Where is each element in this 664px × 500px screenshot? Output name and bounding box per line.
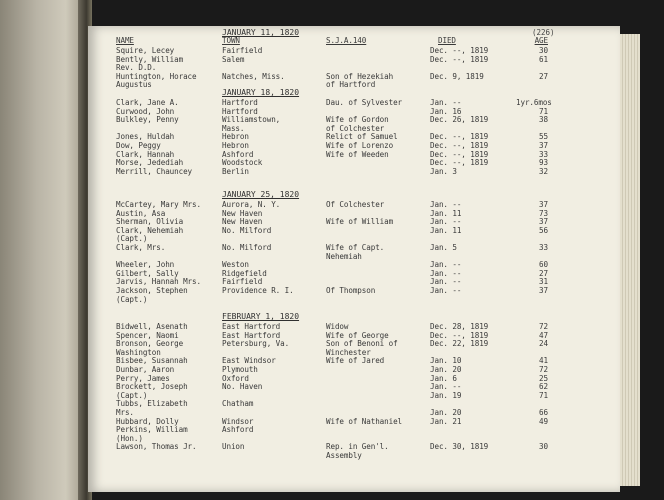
entry-relation: Assembly [326, 451, 362, 460]
entry-relation: Of Thompson [326, 286, 376, 295]
entry-name: Huntington, Horace [116, 71, 197, 81]
header-died: DIED [438, 36, 456, 45]
entry-name: Bently, William [116, 54, 184, 64]
entry-age: 30 [539, 46, 548, 55]
entry-name: Curwood, John [116, 106, 175, 116]
entry-died: Jan. -- [430, 382, 462, 392]
entry-name: Jones, Huldah [116, 132, 175, 142]
entry-relation: Wife of Gordon [326, 115, 389, 125]
entry-died: Jan. 16 [430, 106, 462, 116]
entry-name: McCartey, Mary Mrs. [116, 200, 201, 209]
entry-died: Dec. --, 1819 [430, 330, 489, 340]
entry-age: 31 [539, 277, 548, 287]
entry-town: Hartford [222, 98, 258, 107]
entry-relation: Wife of Jared [326, 356, 385, 366]
entry-name: Wheeler, John [116, 260, 175, 270]
entry-relation: Winchester [326, 347, 371, 357]
entry-died: Dec. --, 1819 [430, 46, 489, 55]
entry-town: Oxford [222, 373, 249, 383]
entry-died: Jan. -- [430, 286, 462, 295]
entry-relation: Wife of Weeden [326, 149, 389, 159]
entry-died: Jan. 11 [430, 208, 462, 218]
entry-relation: Of Colchester [326, 200, 385, 209]
entry-name: Dow, Peggy [116, 141, 161, 150]
entry-name: Bronson, George [116, 339, 184, 349]
entry-age: 66 [539, 408, 548, 417]
entry-name: Austin, Asa [116, 208, 166, 218]
entry-name: Clark, Jane A. [116, 98, 179, 107]
entry-town: New Haven [222, 217, 263, 227]
entry-name: Gilbert, Sally [116, 268, 179, 278]
entry-relation: Son of Benoni of [326, 339, 398, 349]
entry-age: 56 [539, 225, 548, 235]
entry-name: Augustus [116, 80, 152, 90]
entry-age: 30 [539, 442, 548, 452]
entry-age: 73 [539, 208, 548, 218]
header-town: TOWN [222, 36, 240, 45]
section-date: FEBRUARY 1, 1820 [222, 312, 300, 321]
entry-town: Berlin [222, 166, 249, 176]
entry-age: 1yr.6mos [516, 98, 552, 107]
entry-name: Sherman, Olivia [116, 217, 184, 227]
entry-died: Dec. 22, 1819 [430, 339, 489, 349]
entry-town: New Haven [222, 208, 263, 218]
entry-name: Spencer, Naomi [116, 330, 179, 340]
entry-age: 33 [539, 149, 548, 159]
entry-town: Hebron [222, 141, 249, 150]
entry-name: (Capt.) [116, 294, 148, 304]
entry-died: Dec. 30, 1819 [430, 442, 489, 452]
entry-name: (Capt.) [116, 234, 148, 244]
entry-town: Ashford [222, 149, 254, 159]
entry-died: Dec. 9, 1819 [430, 71, 484, 81]
entry-age: 47 [539, 330, 548, 340]
entry-age: 37 [539, 141, 548, 150]
entry-name: Squire, Lecey [116, 46, 175, 55]
entry-relation: Wife of Lorenzo [326, 141, 394, 150]
entry-died: Jan. 11 [430, 225, 462, 235]
entry-town: Ashford [222, 425, 254, 435]
entry-died: Jan. -- [430, 98, 462, 107]
entry-name: Clark, Nehemiah [116, 225, 184, 235]
entry-died: Dec. --, 1819 [430, 132, 489, 142]
entry-name: Perkins, William [116, 425, 188, 435]
entry-town: Williamstown, [222, 115, 281, 125]
entry-relation: Nehemiah [326, 251, 362, 261]
entry-name: Brockett, Joseph [116, 382, 188, 392]
section-date: JANUARY 11, 1820 [222, 28, 300, 37]
entry-town: Fairfield [222, 277, 263, 287]
entry-name: Morse, Jedediah [116, 158, 184, 168]
entry-name: (Capt.) [116, 390, 148, 400]
entry-town: Salem [222, 54, 245, 64]
entry-town: East Windsor [222, 356, 276, 366]
entry-age: 38 [539, 115, 548, 125]
entry-town: Aurora, N. Y. [222, 200, 281, 209]
entry-name: (Hon.) [116, 433, 143, 443]
entry-age: 71 [539, 390, 548, 400]
entry-age: 37 [539, 200, 548, 209]
entry-name: Bidwell, Asenath [116, 322, 188, 331]
entry-died: Dec. --, 1819 [430, 158, 489, 168]
entry-relation: Wife of William [326, 217, 394, 227]
entry-died: Dec. --, 1819 [430, 141, 489, 150]
entry-town: Plymouth [222, 365, 258, 374]
entry-name: Mrs. [116, 408, 134, 417]
entry-age: 41 [539, 356, 548, 366]
entry-died: Dec. --, 1819 [430, 54, 489, 64]
entry-age: 37 [539, 286, 548, 295]
entry-relation: Rep. in Gen'l. [326, 442, 389, 452]
entry-town: Union [222, 442, 245, 452]
entry-died: Jan. -- [430, 277, 462, 287]
entry-age: 71 [539, 106, 548, 116]
entry-age: 33 [539, 243, 548, 252]
entry-town: Providence R. I. [222, 286, 294, 295]
entry-relation: Widow [326, 322, 349, 331]
entry-died: Jan. -- [430, 217, 462, 227]
entry-died: Jan. 21 [430, 416, 462, 426]
entry-age: 27 [539, 268, 548, 278]
entry-town: Fairfield [222, 46, 263, 55]
entry-relation: Wife of Nathaniel [326, 416, 403, 426]
entry-died: Jan. 3 [430, 166, 457, 176]
entry-age: 27 [539, 71, 548, 81]
entry-name: Tubbs, Elizabeth [116, 399, 188, 409]
entry-town: Petersburg, Va. [222, 339, 290, 349]
entry-name: Jackson, Stephen [116, 286, 188, 295]
entry-name: Clark, Hannah [116, 149, 175, 159]
entry-age: 55 [539, 132, 548, 142]
entry-died: Jan. 20 [430, 408, 462, 417]
entry-relation: Son of Hezekiah [326, 71, 394, 81]
register-page [88, 26, 620, 492]
entry-died: Jan. -- [430, 268, 462, 278]
entry-name: Jarvis, Hannah Mrs. [116, 277, 201, 287]
entry-died: Jan. 20 [430, 365, 462, 374]
entry-town: Ridgefield [222, 268, 267, 278]
entry-town: Weston [222, 260, 249, 270]
entry-age: 32 [539, 166, 548, 176]
entry-relation: Wife of Capt. [326, 243, 385, 252]
entry-town: East Hartford [222, 330, 281, 340]
header-age: AGE [534, 36, 548, 45]
entry-town: Natches, Miss. [222, 71, 285, 81]
entry-age: 60 [539, 260, 548, 270]
entry-relation: of Hartford [326, 80, 376, 90]
left-page [0, 0, 82, 500]
entry-died: Dec. 26, 1819 [430, 115, 489, 125]
entry-age: 37 [539, 217, 548, 227]
section-date: JANUARY 25, 1820 [222, 190, 300, 199]
entry-died: Jan. 6 [430, 373, 457, 383]
entry-died: Dec. --, 1819 [430, 149, 489, 159]
entry-town: No. Milford [222, 243, 272, 252]
entry-town: Mass. [222, 123, 245, 133]
entry-name: Rev. D.D. [116, 63, 157, 73]
entry-age: 49 [539, 416, 548, 426]
entry-relation: of Colchester [326, 123, 385, 133]
entry-name: Lawson, Thomas Jr. [116, 442, 197, 452]
entry-name: Clark, Mrs. [116, 243, 166, 252]
entry-town: Woodstock [222, 158, 263, 168]
entry-name: Hubbard, Dolly [116, 416, 179, 426]
entry-name: Perry, James [116, 373, 170, 383]
entry-died: Dec. 28, 1819 [430, 322, 489, 331]
entry-name: Bisbee, Susannah [116, 356, 188, 366]
entry-age: 93 [539, 158, 548, 168]
entry-relation: Wife of George [326, 330, 389, 340]
entry-age: 61 [539, 54, 548, 64]
entry-name: Washington [116, 347, 161, 357]
entry-name: Dunbar, Aaron [116, 365, 175, 374]
entry-name: Merrill, Chauncey [116, 166, 193, 176]
entry-age: 25 [539, 373, 548, 383]
page-edge [620, 34, 640, 486]
entry-died: Jan. 19 [430, 390, 462, 400]
entry-died: Jan. 10 [430, 356, 462, 366]
entry-relation: Dau. of Sylvester [326, 98, 403, 107]
entry-town: No. Milford [222, 225, 272, 235]
header-source: S.J.A.140 [326, 36, 367, 45]
entry-town: East Hartford [222, 322, 281, 331]
entry-age: 72 [539, 322, 548, 331]
page-number: (226) [532, 28, 555, 37]
entry-town: No. Haven [222, 382, 263, 392]
entry-age: 24 [539, 339, 548, 349]
entry-name: Bulkley, Penny [116, 115, 179, 125]
entry-town: Windsor [222, 416, 254, 426]
section-date: JANUARY 18, 1820 [222, 88, 300, 97]
entry-died: Jan. -- [430, 200, 462, 209]
entry-died: Jan. -- [430, 260, 462, 270]
entry-town: Hartford [222, 106, 258, 116]
entry-relation: Relict of Samuel [326, 132, 398, 142]
entry-died: Jan. 5 [430, 243, 457, 252]
header-name: NAME [116, 36, 134, 45]
entry-age: 72 [539, 365, 548, 374]
entry-town: Hebron [222, 132, 249, 142]
entry-town: Chatham [222, 399, 254, 409]
entry-age: 62 [539, 382, 548, 392]
